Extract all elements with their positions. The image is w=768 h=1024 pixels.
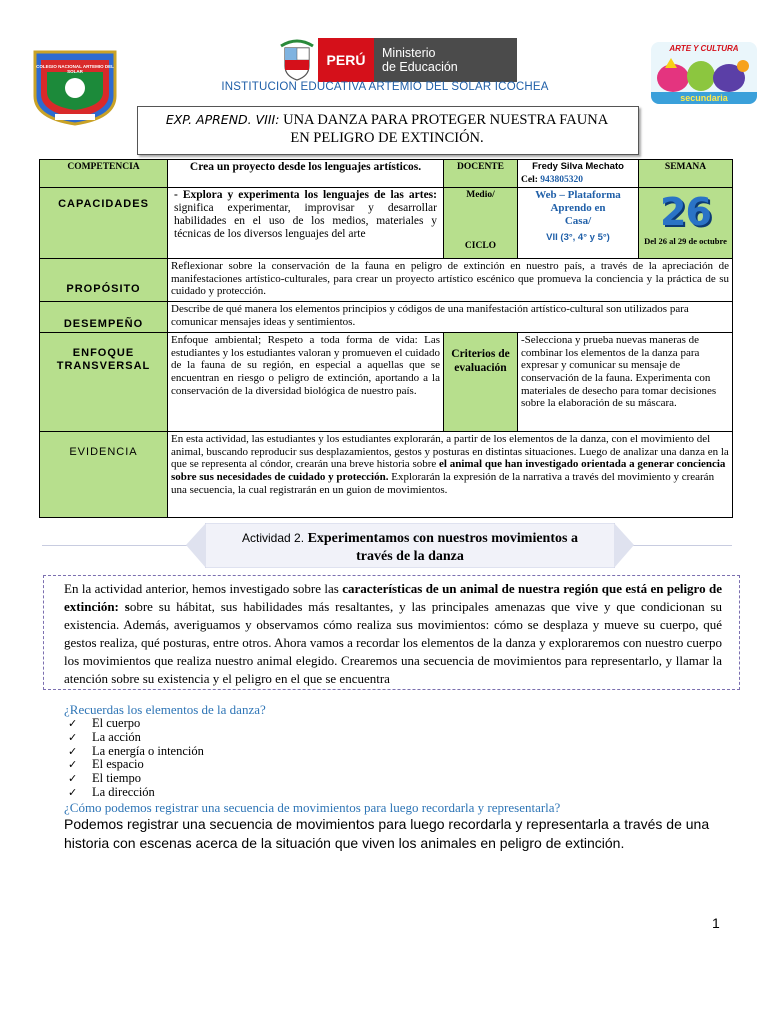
medio-value-1: Web – Plataforma — [535, 189, 621, 202]
title-line-1: UNA DANZA PARA PROTEGER NUESTRA FAUNA — [283, 112, 609, 128]
medio-value-3: Casa/ — [564, 215, 592, 228]
check-icon: ✓ — [68, 730, 78, 744]
title-label: EXP. APREND. VIII: — [165, 112, 280, 127]
page-title — [137, 111, 637, 147]
docente-label: DOCENTE — [444, 160, 518, 188]
desempeno-label: DESEMPEÑO — [40, 302, 168, 333]
banner-left-tail — [186, 523, 206, 568]
week-number: 26 — [660, 190, 711, 235]
competencia-label: COMPETENCIA — [40, 160, 168, 188]
school-crest-logo — [31, 48, 119, 126]
evidencia-label: EVIDENCIA — [40, 432, 168, 518]
capacidades-bold: - Explora y experimenta los lenguajes de las artes: — [174, 189, 437, 202]
answer-text: Podemos registrar una secuencia de movimientos para luego recordarla y representarla a través de una historia con escenas acerca de la situación que viven los animales en peligro de extinción. — [64, 816, 710, 851]
check-icon: ✓ — [68, 785, 78, 799]
list-item: ✓ La dirección — [68, 784, 155, 799]
semana-cell — [639, 188, 733, 259]
banner-right-tail — [614, 523, 634, 568]
ciclo-label: CICLO — [464, 240, 497, 251]
check-icon: ✓ — [68, 772, 78, 786]
intro-text — [64, 580, 722, 688]
competencia-value: Crea un proyecto desde los lenguajes artísticos. — [168, 160, 444, 188]
week-dates: Del 26 al 29 de octubre — [644, 236, 727, 247]
cel-label: Cel: — [521, 174, 538, 185]
capacidades-text — [168, 188, 444, 259]
peru-coat-of-arms-icon — [277, 38, 317, 82]
evidencia-text — [168, 432, 733, 518]
criterios-text: -Selecciona y prueba nuevas maneras de combinar los elementos de la danza para expresar y comunicar su mensaje de conservación de la fauna. Experimenta con materiales de desecho para tomar decisiones sobre la elaboración de su máscara. — [518, 333, 733, 432]
ciclo-value: VII (3°, 4° y 5°) — [546, 232, 610, 244]
activity-title-line-1: Experimentamos con nuestros movimientos a — [307, 531, 578, 546]
medio-label: Medio/ — [466, 190, 495, 201]
proposito-text: Reflexionar sobre la conservación de la fauna en peligro de extinción en nuestro país, a través de la apreciación de manifestaciones artístico-culturales, para crear un proyecto artístico escénico que promueva la conciencia y la práctica de su cuidado y protección. — [168, 259, 733, 302]
intro-part-1: En la actividad anterior, hemos investigado sobre las — [64, 581, 343, 596]
title-line-2: EN PELIGRO DE EXTINCIÓN. — [290, 130, 484, 146]
list-item: ✓ La energía o intención — [68, 743, 204, 758]
ministry-line-2: de Educación — [382, 60, 458, 74]
desempeno-text: Describe de qué manera los elementos principios y códigos de una manifestación artístico-cultural son utilizados para comunicar mensajes ideas y sentimientos. — [168, 302, 733, 333]
planning-table — [39, 159, 733, 518]
medio-value-2: Aprendo en — [550, 202, 606, 215]
check-icon: ✓ — [68, 758, 78, 772]
activity-title — [205, 529, 615, 566]
arte-cultura-title: ARTE Y CULTURA — [669, 44, 739, 53]
dance-elements-list — [68, 717, 204, 800]
enfoque-text: Enfoque ambiental; Respeto a toda forma de vida: Las estudiantes y los estudiantes valoran y promueven el cuidado de la fauna de su región, en especial a aquellas que se encuentran en riesgo o peligro de extinción, aportando a la conservación de la diversidad biológica de nuestro país. — [168, 333, 444, 432]
medio-ciclo-values — [518, 188, 639, 259]
check-icon: ✓ — [68, 717, 78, 730]
list-item: ✓ La acción — [68, 729, 141, 744]
medio-ciclo-labels — [444, 188, 518, 259]
cel-value: 943805320 — [540, 174, 584, 185]
list-item: ✓ El tiempo — [68, 771, 141, 786]
capacidades-rest: significa experimentar, improvisar y desarrollar habilidades en el uso de los medios, materiales y técnicas de los diversos lenguajes del arte — [174, 202, 437, 241]
list-item: ✓ El cuerpo — [68, 716, 141, 730]
question-register-sequence: ¿Cómo podemos registrar una secuencia de movimientos para luego recordarla y representarla? — [64, 800, 561, 815]
ministry-label — [374, 38, 517, 82]
capacidades-label: CAPACIDADES — [40, 188, 168, 259]
list-item: ✓ El espacio — [68, 757, 144, 772]
question-dance-elements: ¿Recuerdas los elementos de la danza? — [64, 702, 266, 717]
evidencia-bold: el animal que han investigado orientada a generar conciencia sobre sus necesidades de cuidado y protección. — [171, 458, 726, 483]
institution-name: INSTITUCION EDUCATIVA ARTEMIO DEL SOLAR ICOCHEA — [221, 81, 549, 93]
proposito-label: PROPÓSITO — [40, 259, 168, 302]
check-icon: ✓ — [68, 744, 78, 758]
docente-phone — [521, 174, 635, 187]
intro-bold: características de un animal de nuestra región que está en peligro de extinción: s — [64, 581, 722, 614]
semana-label: SEMANA — [639, 160, 733, 188]
evidencia-part-1: En esta actividad, las estudiantes y los estudiantes explorarán, a partir de los elementos de la danza, con el movimiento del animal, buscando reproducir sus desplazamientos, gestos y posturas en distintas situaciones. Luego de analizar una danza en la que se representa al cóndor, crearán una breve historia sobre — [171, 433, 729, 471]
docente-cell — [518, 160, 639, 188]
peru-label: PERÚ — [318, 38, 374, 82]
activity-label: Actividad 2. — [242, 531, 305, 545]
ministry-line-1: Ministerio — [382, 46, 436, 60]
activity-title-line-2: través de la danza — [356, 549, 464, 564]
enfoque-label: ENFOQUE TRANSVERSAL — [40, 333, 168, 432]
docente-name: Fredy Silva Mechato — [532, 161, 624, 172]
criterios-label: Criterios de evaluación — [444, 333, 518, 432]
intro-part-2: obre su hábitat, sus habilidades más resaltantes, y las principales amenazas que vive y que condicionan su existencia. Además, averiguamos y observamos cómo realiza sus movimientos: cómo se desplaza y mueve su cuerpo, qué gestos realiza, qué posturas, entre otros. Ahora vamos a recordar los elementos de la danza y exploraremos con nuestro cuerpo los movimientos que realiza nuestro animal elegido. Crearemos una secuencia de movimientos para representarlo, y llamar la atención sobre su existencia y el peligro en el que se encuentra — [64, 599, 722, 686]
page-number: 1 — [712, 915, 720, 931]
evidencia-part-2: Explorarán la expresión de la narrativa a través del movimiento y crearán una secuencia, la cual registrarán en un guion de movimientos. — [171, 470, 715, 496]
school-crest-text: COLEGIO NACIONAL ARTEMIO DEL SOLAR — [36, 64, 114, 74]
arte-cultura-subtitle: secundaria — [680, 93, 728, 103]
